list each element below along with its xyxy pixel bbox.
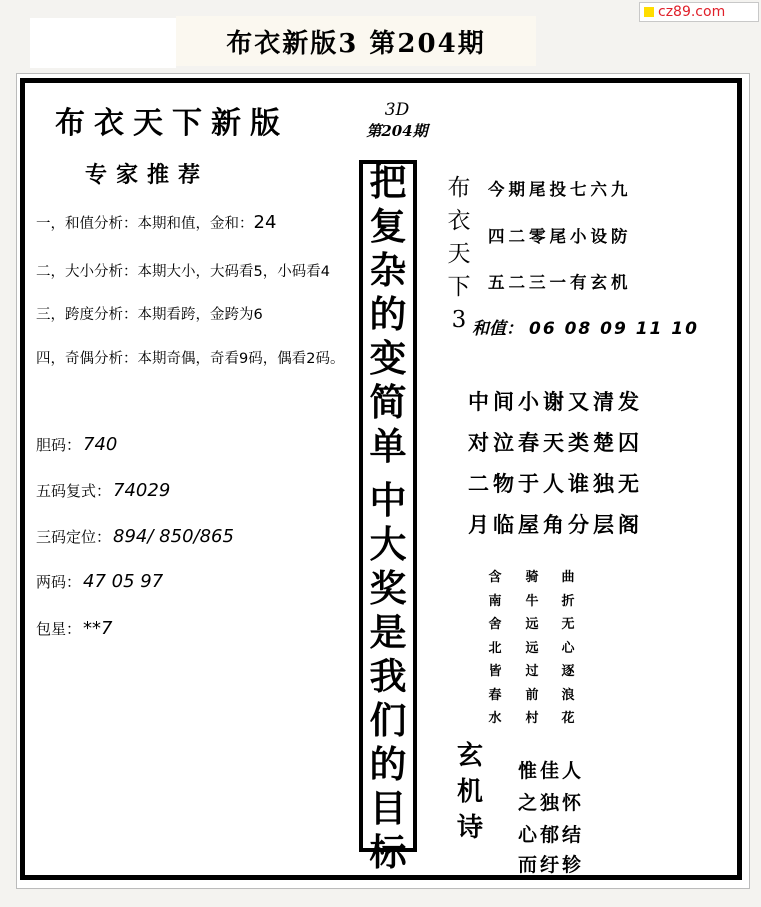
- xuanji-char: 玄: [456, 741, 483, 771]
- stat-star: 包星： **7: [36, 618, 113, 639]
- small-poem-char: 皆: [488, 664, 502, 679]
- slogan-char: 奖: [369, 566, 407, 610]
- watermark-text: cz89.com: [658, 4, 726, 20]
- small-poem-char: 北: [488, 640, 502, 656]
- analysis-parity: 四，奇偶分析：本期奇偶，奇看9码，偶看2码。: [36, 351, 345, 367]
- small-poem-char: 曲: [561, 570, 575, 585]
- slogan-char: 大: [369, 522, 407, 566]
- slogan-char: 把: [369, 160, 407, 204]
- xuanji-char: 机: [456, 777, 483, 807]
- analysis-size: 二，大小分析：本期大小，大码看5，小码看4: [36, 264, 330, 280]
- slogan-char: 目: [369, 786, 407, 830]
- small-poem-char: 水: [488, 711, 502, 726]
- final-poem-line: 之独怀: [518, 792, 585, 814]
- slogan-char: 中: [369, 478, 407, 522]
- small-poem-column: [484, 566, 506, 731]
- slogan-char: 的: [369, 742, 407, 786]
- brand-vertical-char: 下: [447, 274, 471, 300]
- top-left-blank: [30, 18, 176, 68]
- xuanji-char: 诗: [456, 813, 483, 843]
- slogan-char: 我: [369, 654, 407, 698]
- small-poem-char: 无: [561, 617, 575, 632]
- hezhi-line: 和值： 06 08 09 11 10: [472, 319, 699, 339]
- brand-vertical-char: 布: [447, 175, 471, 201]
- analysis-span: 三，跨度分析：本期看跨，金跨为6: [36, 307, 263, 323]
- small-poem-char: 逐: [561, 664, 575, 679]
- small-poem-char: 远: [525, 640, 539, 656]
- poem-line: 二物于人谁独无: [468, 471, 643, 496]
- stat-three: 三码定位： 894/ 850/865: [36, 526, 234, 547]
- small-poem-char: 舍: [488, 617, 502, 632]
- small-poem-char: 折: [561, 593, 575, 609]
- stat-two: 两码： 47 05 97: [36, 571, 164, 592]
- poem-line: 月临屋角分层阁: [468, 512, 643, 537]
- small-poem-char: 花: [561, 711, 575, 726]
- small-poem-char: 春: [488, 687, 502, 703]
- small-poem-column: [557, 566, 579, 731]
- slogan-char: 标: [369, 830, 407, 874]
- tip-line: 四二零尾小设防: [488, 227, 632, 246]
- tip-line: 五二三一有玄机: [488, 273, 632, 292]
- final-poem-line: 惟佳人: [518, 760, 585, 782]
- analysis-sum: 一，和值分析：本期和值，金和：24: [36, 212, 277, 233]
- brand-title: 布衣天下新版: [55, 106, 289, 141]
- poem-line: 对泣春天类楚囚: [468, 430, 643, 455]
- slogan-char: 的: [369, 292, 407, 336]
- tip-line: 今期尾投七六九: [488, 180, 632, 199]
- slogan-char: 杂: [369, 248, 407, 292]
- final-poem-line: 而纡轸: [518, 854, 585, 876]
- slogan-char: 单: [369, 424, 407, 468]
- poem-line: 中间小谢又清发: [468, 389, 643, 414]
- slogan-char: 变: [369, 336, 407, 380]
- brand-vertical-char: 天: [447, 241, 471, 267]
- small-poem-char: 前: [525, 687, 539, 703]
- small-poem-char: 牛: [525, 593, 539, 609]
- slogan-char: 复: [369, 204, 407, 248]
- watermark-square-icon: [644, 7, 654, 17]
- small-poem-column: [521, 566, 543, 731]
- issue-label: 3D 第204期: [366, 100, 428, 140]
- small-poem-char: 远: [525, 617, 539, 632]
- brand-vertical: [437, 172, 481, 337]
- brand-vertical-char: 3: [451, 307, 467, 333]
- small-poem-char: 心: [561, 640, 575, 656]
- slogan-char: 简: [369, 380, 407, 424]
- watermark-badge: [639, 2, 759, 22]
- slogan-char: 是: [369, 610, 407, 654]
- expert-heading: 专家推荐: [85, 162, 210, 188]
- stat-dan: 胆码： 740: [36, 434, 118, 455]
- small-poem-char: 南: [488, 593, 502, 609]
- vertical-slogan-box: [359, 160, 417, 874]
- stat-five: 五码复式： 74029: [36, 480, 171, 501]
- brand-vertical-char: 衣: [447, 208, 471, 234]
- small-poem-char: 过: [525, 664, 539, 679]
- xuanji-poem-label: [454, 738, 486, 846]
- final-poem-line: 心郁结: [518, 824, 585, 846]
- slogan-char: 们: [369, 698, 407, 742]
- top-title: 布衣新版3 第204期: [176, 16, 536, 66]
- small-poem-char: 浪: [561, 687, 575, 703]
- small-poem-char: 村: [525, 711, 539, 726]
- small-poem-char: 骑: [525, 570, 539, 585]
- small-poem-char: 含: [488, 570, 502, 585]
